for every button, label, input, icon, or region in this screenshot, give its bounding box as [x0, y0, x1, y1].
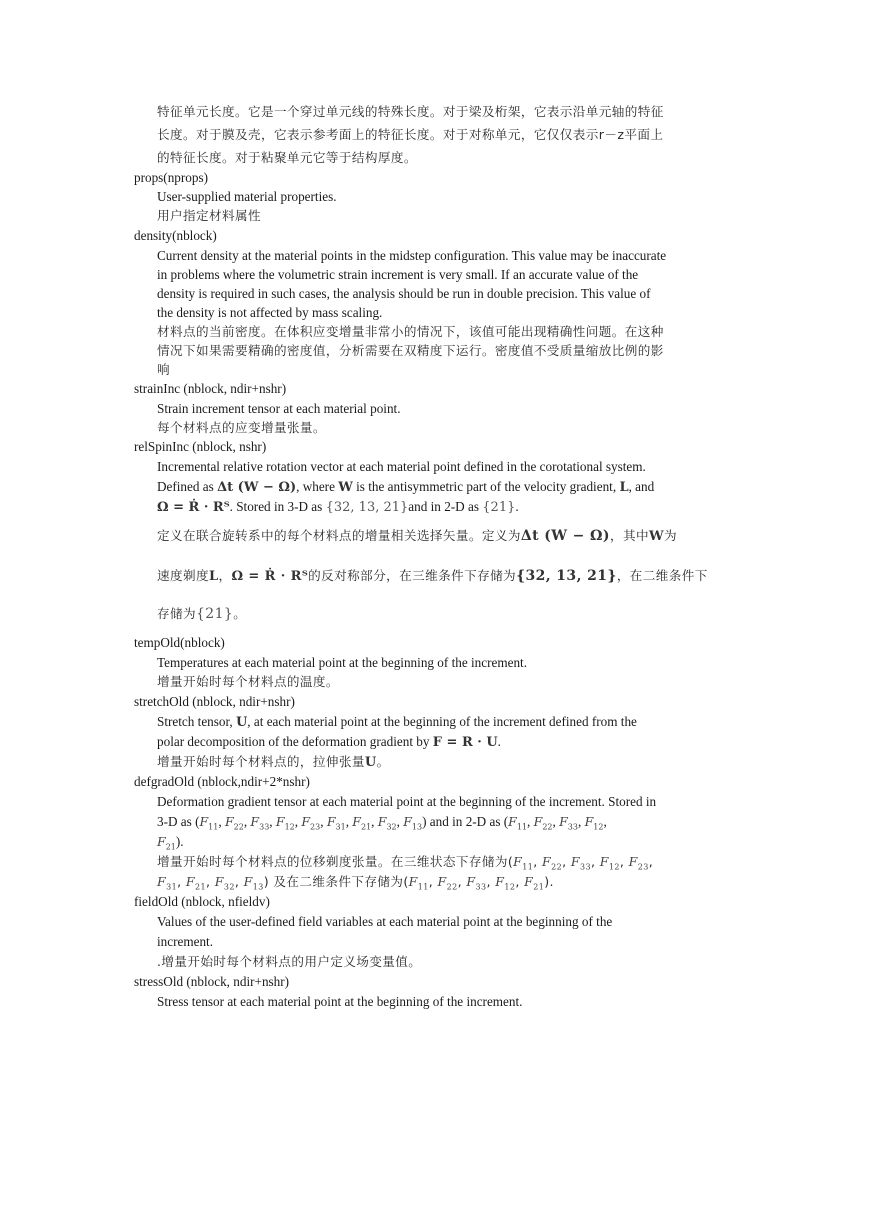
strainInc-zh: 每个材料点的应变增量张量。 [157, 420, 326, 435]
density-en-4: the density is not affected by mass scaling. [157, 305, 383, 320]
defgradOld-en-3: $F_{21}$). [157, 834, 184, 852]
f-equals-ru-formula: F = R · U [432, 735, 498, 750]
l-symbol: L [619, 480, 629, 495]
fieldOld-en-1: Values of the user-defined field variables at each material point at the beginning of the [157, 914, 613, 929]
omega-formula: Ω = Ṙ · Rᵀ [157, 500, 230, 515]
term-fieldOld: fieldOld (nblock, nfieldv) [134, 894, 270, 909]
intro-line-1: 特征单元长度。它是一个穿过单元线的特殊长度。对于梁及桁架，它表示沿单元轴的特征 [157, 104, 664, 119]
density-en-1: Current density at the material points in the midstep configuration. This value may be inaccurate [157, 248, 667, 263]
term-stressOld: stressOld (nblock, ndir+nshr) [134, 974, 290, 989]
density-zh-3: 响 [157, 362, 170, 377]
components-3d: {32, 13, 21} [325, 500, 409, 515]
tempOld-zh: 增量开始时每个材料点的温度。 [157, 674, 339, 689]
term-stretchOld: stretchOld (nblock, ndir+nshr) [134, 694, 295, 709]
fieldOld-en-2: increment. [157, 934, 214, 949]
stressOld-en: Stress tensor at each material point at the beginning of the increment. [157, 994, 523, 1009]
components-2d: {21} [482, 500, 516, 515]
relSpinInc-zh-1: 定义在联合旋转系中的每个材料点的增量相关选择矢量。定义为Δt (W − Ω)，其中W为 [157, 528, 677, 544]
fieldOld-zh: .增量开始时每个材料点的用户定义场变量值。 [157, 954, 422, 969]
tempOld-en: Temperatures at each material point at the beginning of the increment. [157, 655, 528, 670]
relSpinInc-en-1: Incremental relative rotation vector at each material point defined in the corotational system. [157, 459, 646, 474]
intro-line-2: 长度。对于膜及壳，它表示参考面上的特征长度。对于对称单元，它仅仅表示r－z平面上 [157, 127, 664, 142]
term-relSpinInc: relSpinInc (nblock, nshr) [134, 439, 267, 454]
stretchOld-zh: 增量开始时每个材料点的，拉伸张量U。 [157, 754, 390, 770]
density-en-2: in problems where the volumetric strain increment is very small. If an accurate value of the [157, 267, 639, 282]
delta-w-omega-formula-zh: Δt (W − Ω) [520, 528, 610, 544]
density-zh-2: 情况下如果需要精确的密度值，分析需要在双精度下运行。密度值不受质量缩放比例的影 [157, 343, 664, 358]
relSpinInc-en-3: Ω = Ṙ · Rᵀ. Stored in 3-D as {32, 13, 21}and in 2-D as {21}. [157, 499, 519, 515]
term-tempOld: tempOld(nblock) [134, 635, 225, 650]
relSpinInc-zh-3: 存储为{21}。 [157, 606, 247, 622]
props-en: User-supplied material properties. [157, 189, 337, 204]
defgradOld-en-2: 3-D as ($F_{11}$, $F_{22}$, $F_{33}$, $F_{12}$, $F_{23}$, $F_{31}$, $F_{21}$, $F_{32}$, $F_{13}$) and in 2-D as ($F_{11}$, $F_{22}$, $F_{33}$, $F_{12}$, [157, 814, 607, 832]
defgradOld-en-1: Deformation gradient tensor at each material point at the beginning of the increment. Stored in [157, 794, 657, 809]
relSpinInc-en-2: Defined as Δt (W − Ω), where W is the antisymmetric part of the velocity gradient, L, and [157, 479, 655, 495]
delta-w-omega-formula: Δt (W − Ω) [217, 480, 297, 495]
defgradOld-zh-2: $F_{31}$, $F_{21}$, $F_{32}$, $F_{13}$) 及在二维条件下存储为($F_{11}$, $F_{22}$, $F_{33}$, $F_{12}$, $F_{21}$). [157, 874, 554, 892]
density-zh-1: 材料点的当前密度。在体积应变增量非常小的情况下，该值可能出现精确性问题。在这种 [157, 324, 664, 339]
term-strainInc: strainInc (nblock, ndir+nshr) [134, 381, 287, 396]
term-props: props(nprops) [134, 170, 208, 185]
stretchOld-en-2: polar decomposition of the deformation gradient by F = R · U. [157, 734, 501, 750]
term-density: density(nblock) [134, 228, 217, 243]
intro-line-3: 的特征长度。对于粘聚单元它等于结构厚度。 [157, 150, 417, 165]
defgradOld-zh-1: 增量开始时每个材料点的位移剃度张量。在三维状态下存储为($F_{11}$, $F_{22}$, $F_{33}$, $F_{12}$, $F_{23}$, [157, 854, 654, 872]
w-symbol: W [338, 480, 353, 495]
density-en-3: density is required in such cases, the analysis should be run in double precision. This value of [157, 286, 651, 301]
relSpinInc-zh-2: 速度剃度L，Ω = Ṙ · Rᵀ的反对称部分，在三维条件下存储为{32, 13, 21}，在二维条件下 [157, 568, 708, 584]
u-symbol: U [235, 715, 248, 730]
strainInc-en: Strain increment tensor at each material point. [157, 401, 401, 416]
stretchOld-en-1: Stretch tensor, U, at each material point at the beginning of the increment defined from the [157, 714, 637, 730]
term-defgradOld: defgradOld (nblock,ndir+2*nshr) [134, 774, 310, 789]
props-zh: 用户指定材料属性 [157, 208, 261, 223]
